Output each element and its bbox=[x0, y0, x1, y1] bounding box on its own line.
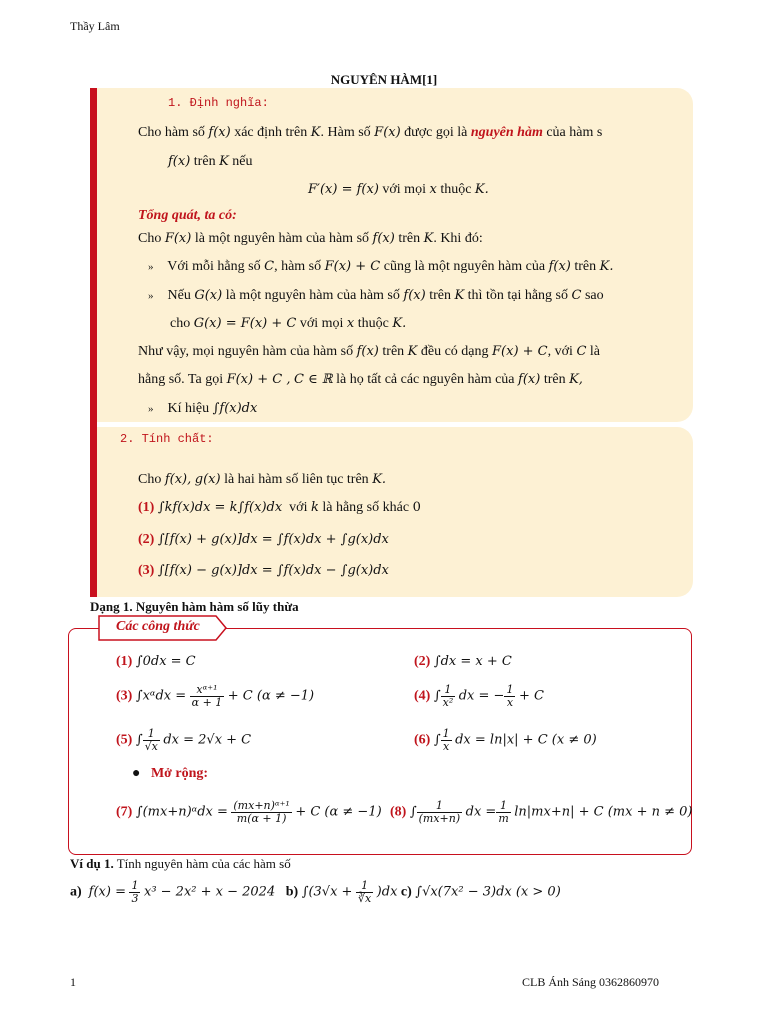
fraction: $\frac{1}{\text{x²}}$ bbox=[442, 683, 454, 709]
text: thuộc bbox=[357, 316, 389, 331]
text: cho bbox=[170, 316, 191, 331]
bullet-1 bbox=[148, 259, 614, 275]
text: Cho hàm số bbox=[138, 125, 205, 140]
formula-1 bbox=[116, 654, 196, 670]
formula-text: ∫ bbox=[135, 732, 143, 748]
text: với mọi bbox=[382, 182, 426, 197]
text: xác định trên bbox=[234, 125, 308, 140]
properties-heading: 2. Tính chất: bbox=[120, 432, 214, 446]
page-title: NGUYÊN HÀM[1] bbox=[330, 72, 438, 87]
property-formula: ∫kf(x)dx = k∫f(x)dx bbox=[157, 500, 283, 515]
text: nếu bbox=[232, 154, 253, 169]
formula-5 bbox=[116, 728, 251, 752]
formula-text: dx = − bbox=[458, 688, 505, 704]
math: K, bbox=[569, 372, 583, 387]
summary-line-1 bbox=[138, 344, 600, 360]
formula-number: (7) bbox=[116, 804, 133, 820]
item-label: a) bbox=[70, 884, 82, 900]
bullet-icon: » bbox=[148, 290, 154, 302]
text: với mọi bbox=[299, 316, 344, 331]
example-text: Tính nguyên hàm của các hàm số bbox=[116, 856, 291, 871]
math: K bbox=[423, 231, 434, 246]
math: C bbox=[571, 288, 582, 303]
example-label: Ví dụ 1. bbox=[70, 856, 114, 871]
fraction: $\frac{1}{m}$ bbox=[498, 799, 509, 825]
math: C ∈ ℝ bbox=[293, 372, 333, 387]
text: Như vậy, mọi nguyên hàm của hàm số bbox=[138, 344, 354, 359]
math: C bbox=[576, 344, 587, 359]
bullet-2-line-2 bbox=[170, 316, 406, 332]
math: ∫f(x)dx bbox=[212, 401, 258, 416]
bullet-icon: ● bbox=[132, 766, 141, 781]
math: K. bbox=[599, 259, 614, 274]
math: K. bbox=[372, 472, 387, 487]
definition-line-1 bbox=[138, 125, 602, 141]
definition-heading: 1. Định nghĩa: bbox=[168, 96, 269, 110]
formula-text: + C (α ≠ −1) bbox=[227, 688, 315, 704]
text: thuộc bbox=[440, 182, 472, 197]
formula-number: (6) bbox=[414, 732, 431, 748]
property-3 bbox=[138, 563, 389, 579]
text: được gọi là bbox=[404, 125, 468, 140]
fraction: $\frac{1}{√x}$ bbox=[144, 727, 158, 753]
formula-text: dx = bbox=[465, 804, 497, 820]
math: x bbox=[346, 316, 355, 331]
definition-condition bbox=[308, 182, 489, 198]
formula-text: ∫0dx = C bbox=[135, 654, 196, 669]
text: trên bbox=[543, 372, 566, 387]
text: trên bbox=[429, 288, 451, 303]
math: F′(x) = f(x) bbox=[308, 182, 379, 197]
fraction: $\frac{\text{xᵅ⁺¹}}{\alpha + 1}$ bbox=[191, 683, 223, 709]
text: Cho bbox=[138, 472, 162, 487]
math: x³ − 2x² + x − 2024 bbox=[143, 884, 276, 900]
formula-text: ∫ bbox=[409, 804, 417, 820]
text: là hằng số khác bbox=[322, 500, 410, 515]
extension-label: Mở rộng: bbox=[150, 766, 209, 781]
math: K bbox=[407, 344, 418, 359]
math: F(x) + C , bbox=[226, 372, 291, 387]
math: K bbox=[310, 125, 321, 140]
math: K bbox=[219, 154, 229, 169]
property-2 bbox=[138, 532, 389, 548]
text: . Khi đó: bbox=[433, 231, 483, 246]
math: f(x) bbox=[548, 259, 571, 274]
text: , hàm số bbox=[274, 259, 322, 274]
math: f(x) bbox=[356, 344, 379, 359]
text: Cho bbox=[138, 231, 162, 246]
term-highlight: nguyên hàm bbox=[470, 125, 543, 140]
formula-4 bbox=[414, 684, 544, 708]
text: trên bbox=[574, 259, 597, 274]
fraction: $\frac{1}{x}$ bbox=[506, 683, 514, 709]
math: g(x) bbox=[194, 472, 221, 487]
text: là một nguyên hàm của hàm số bbox=[225, 288, 400, 303]
math: k bbox=[310, 500, 319, 515]
formula-text: ∫xᵅdx = bbox=[135, 688, 187, 704]
fraction: $\frac{1}{3}$ bbox=[131, 879, 139, 905]
text: đều có dạng bbox=[420, 344, 489, 359]
text: . Hàm số bbox=[320, 125, 371, 140]
fraction: $\frac{1}{(mx+n)}$ bbox=[418, 799, 461, 825]
formula-number: (3) bbox=[116, 688, 133, 704]
formula-number: (4) bbox=[414, 688, 431, 704]
text: Với mỗi hằng số bbox=[167, 259, 261, 274]
text: trên bbox=[398, 231, 421, 246]
formula-text: ∫ bbox=[433, 732, 441, 748]
math: G(x) = F(x) + C bbox=[193, 316, 297, 331]
math: G(x) bbox=[194, 288, 223, 303]
text: là hai hàm số liên tục trên bbox=[224, 472, 369, 487]
definition-line-2 bbox=[168, 154, 253, 170]
item-label: c) bbox=[400, 884, 412, 900]
formula-text: + C bbox=[518, 688, 544, 704]
math: ∫(3√x + bbox=[301, 884, 353, 900]
footer-page-number: 1 bbox=[70, 975, 76, 989]
text: thì tồn tại hằng số bbox=[467, 288, 568, 303]
accent-bar bbox=[90, 88, 97, 597]
formula-number: (1) bbox=[116, 654, 133, 669]
bullet-2 bbox=[148, 288, 604, 304]
text: trên bbox=[193, 154, 216, 169]
formula-number: (5) bbox=[116, 732, 133, 748]
formula-text: ∫(mx+n)ᵅdx = bbox=[135, 804, 228, 820]
text: là họ tất cả các nguyên hàm của bbox=[336, 372, 515, 387]
example-items bbox=[70, 880, 561, 904]
formula-text: dx = 2√x + C bbox=[163, 732, 252, 748]
math: )dx bbox=[376, 884, 398, 900]
math: f(x) bbox=[403, 288, 426, 303]
text: hằng số. Ta gọi bbox=[138, 372, 224, 387]
math: f(x) bbox=[208, 125, 231, 140]
math: F(x) bbox=[374, 125, 401, 140]
item-label: b) bbox=[285, 884, 299, 900]
footer-club: CLB Ánh Sáng 0362860970 bbox=[522, 975, 660, 989]
property-formula: ∫[f(x) − g(x)]dx = ∫f(x)dx − ∫g(x)dx bbox=[157, 563, 389, 578]
property-number: (2) bbox=[138, 532, 155, 547]
formula-7 bbox=[116, 800, 382, 824]
property-1 bbox=[138, 500, 421, 516]
text: , với bbox=[547, 344, 573, 359]
general-heading: Tổng quát, ta có: bbox=[138, 208, 237, 223]
math: ∫√x(7x² − 3)dx (x > 0) bbox=[415, 884, 561, 900]
text: của hàm s bbox=[546, 125, 603, 140]
general-line bbox=[138, 231, 483, 247]
property-number: (3) bbox=[138, 563, 155, 578]
math: K. bbox=[474, 182, 489, 197]
math: x bbox=[429, 182, 437, 197]
bullet-3 bbox=[148, 401, 257, 417]
text: là bbox=[589, 344, 600, 359]
math: F(x) + C bbox=[324, 259, 381, 274]
bullet-icon: » bbox=[148, 261, 154, 273]
property-number: (1) bbox=[138, 500, 155, 515]
math: f(x), bbox=[164, 472, 192, 487]
text: sao bbox=[584, 288, 604, 303]
bullet-icon: » bbox=[148, 403, 154, 415]
formula-2 bbox=[414, 654, 512, 670]
text: cũng là một nguyên hàm của bbox=[383, 259, 546, 274]
properties-intro bbox=[138, 472, 386, 488]
section-title: Dạng 1. Nguyên hàm hàm số lũy thừa bbox=[90, 599, 299, 614]
summary-line-2 bbox=[138, 372, 583, 388]
math: F(x) + C bbox=[492, 344, 548, 359]
text: Nếu bbox=[167, 288, 191, 303]
text: trên bbox=[382, 344, 405, 359]
formula-text: + C (α ≠ −1) bbox=[295, 804, 382, 820]
text: Kí hiệu bbox=[167, 401, 210, 416]
formula-text: ln|mx+n| + C (mx + n ≠ 0) bbox=[514, 804, 693, 820]
formula-text: ∫dx = x + C bbox=[433, 654, 512, 669]
formula-text: ∫ bbox=[433, 688, 441, 704]
extension-heading bbox=[132, 766, 208, 782]
math: 0 bbox=[412, 500, 421, 515]
formula-tab-label: Các công thức bbox=[116, 619, 200, 634]
formula-6 bbox=[414, 728, 597, 752]
formula-text: dx = ln|x| + C (x ≠ 0) bbox=[455, 732, 597, 748]
formula-3 bbox=[116, 684, 314, 708]
math: f(x) bbox=[518, 372, 541, 387]
math: f(x) bbox=[168, 154, 191, 169]
example-heading bbox=[70, 856, 291, 872]
fraction: $\frac{1}{x}$ bbox=[442, 727, 450, 753]
fraction: $\frac{1}{∛x}$ bbox=[357, 879, 372, 905]
formula-8 bbox=[390, 800, 692, 824]
text: là một nguyên hàm của hàm số bbox=[194, 231, 370, 246]
formula-number: (8) bbox=[390, 804, 407, 820]
text: với bbox=[289, 500, 308, 515]
fraction: $\frac{\text{(mx+n)ᵅ⁺¹}}{m(\alpha + 1)}$ bbox=[233, 799, 290, 825]
math: f(x) = bbox=[88, 884, 126, 900]
math: f(x) bbox=[372, 231, 395, 246]
formula-number: (2) bbox=[414, 654, 431, 669]
math: F(x) bbox=[164, 231, 192, 246]
math: K. bbox=[392, 316, 407, 331]
math: K bbox=[454, 288, 465, 303]
header-author: Thầy Lâm bbox=[70, 19, 120, 33]
property-formula: ∫[f(x) + g(x)]dx = ∫f(x)dx + ∫g(x)dx bbox=[157, 532, 389, 547]
math: C bbox=[264, 259, 275, 274]
